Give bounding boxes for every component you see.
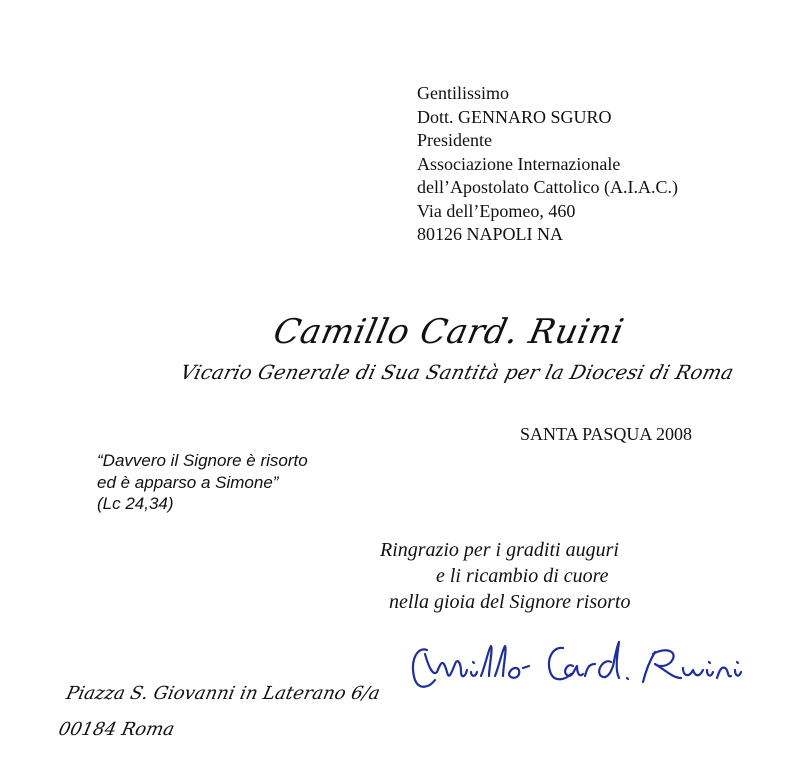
recipient-street: Via dell’Epomeo, 460: [417, 200, 576, 221]
quote-line: ed è apparso a Simone”: [97, 472, 279, 492]
message-line: nella gioia del Signore risorto: [389, 591, 631, 613]
occasion-heading: SANTA PASQUA 2008: [520, 424, 692, 444]
recipient-name: Dott. GENNARO SGURO: [417, 106, 612, 127]
office-address: [55, 676, 383, 748]
scripture-quote: [97, 450, 308, 515]
office-street: Piazza S. Giovanni in Laterano 6/a: [64, 683, 382, 704]
recipient-role: Presidente: [417, 130, 492, 150]
recipient-organization: Associazione Internazionale: [417, 153, 621, 174]
message-line: e li ricambio di cuore: [436, 565, 609, 587]
signature-image: [405, 632, 750, 702]
thank-you-message: [380, 537, 630, 615]
quote-reference: (Lc 24,34): [97, 494, 174, 513]
office-city: 00184 Roma: [56, 719, 177, 740]
handwritten-signature: [405, 632, 750, 707]
message-line: Ringrazio per i graditi auguri: [380, 539, 619, 561]
sender-title: Vicario Generale di Sua Santità per la Diocesi di Roma: [178, 361, 737, 384]
recipient-city: 80126 NAPOLI NA: [417, 224, 563, 244]
quote-line: “Davvero il Signore è risorto: [97, 451, 308, 470]
recipient-organization-continued: dell’Apostolato Cattolico (A.I.A.C.): [417, 177, 678, 197]
recipient-address: [417, 82, 678, 247]
salutation: Gentilissimo: [417, 83, 510, 103]
sender-name: Camillo Card. Ruini: [270, 312, 628, 352]
